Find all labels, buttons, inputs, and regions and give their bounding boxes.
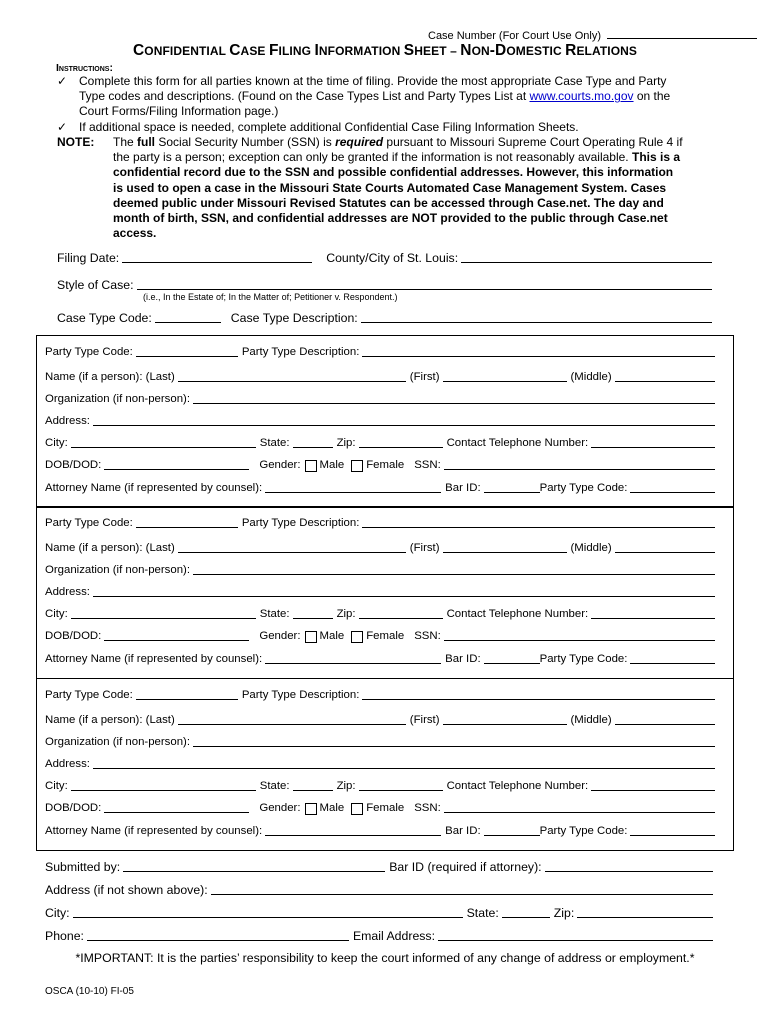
note-label: NOTE: — [57, 135, 95, 149]
party-name-row: Name (if a person): (Last) (First) (Middle) — [45, 712, 715, 727]
style-of-case-row: Style of Case: — [57, 277, 712, 292]
check-icon: ✓ — [57, 119, 68, 134]
party-type-description-input[interactable] — [362, 344, 715, 357]
party-type-code-input[interactable] — [136, 515, 238, 528]
address-row: Address: — [45, 413, 715, 428]
dob-row: DOB/DOD: Gender: Male Female SSN: — [45, 800, 715, 815]
party-type-description-input[interactable] — [362, 687, 715, 700]
style-hint: (i.e., In the Estate of; In the Matter of; Petitioner v. Respondent.) — [143, 292, 398, 302]
submitter-state-input[interactable] — [502, 905, 550, 918]
middle-name-input[interactable] — [615, 369, 715, 382]
submitter-zip-input[interactable] — [577, 905, 713, 918]
attorney-name-input[interactable] — [265, 823, 441, 836]
ssn-input[interactable] — [444, 628, 715, 641]
party-type-description-input[interactable] — [362, 515, 715, 528]
middle-name-input[interactable] — [615, 540, 715, 553]
attorney-party-type-code-input[interactable] — [630, 480, 715, 493]
city-row: City: State: Zip: Contact Telephone Number: — [45, 778, 715, 793]
address-row: Address: — [45, 584, 715, 599]
attorney-party-type-code-input[interactable] — [630, 651, 715, 664]
case-number-field — [428, 26, 757, 42]
page-title: CONFIDENTIAL CASE FILING INFORMATION SHEET – NON-DOMESTIC RELATIONS — [132, 42, 638, 59]
case-number-input[interactable] — [607, 26, 757, 39]
zip-input[interactable] — [359, 778, 443, 791]
zip-input[interactable] — [359, 435, 443, 448]
party-type-row: Party Type Code: Party Type Description: — [45, 515, 715, 530]
submitted-by-row: Submitted by: Bar ID (required if attorney): — [45, 859, 713, 874]
ssn-input[interactable] — [444, 800, 715, 813]
submitter-phone-input[interactable] — [87, 928, 349, 941]
male-checkbox[interactable] — [305, 631, 317, 643]
male-checkbox[interactable] — [305, 460, 317, 472]
female-checkbox[interactable] — [351, 460, 363, 472]
attorney-party-type-code-input[interactable] — [630, 823, 715, 836]
state-input[interactable] — [293, 606, 333, 619]
state-input[interactable] — [293, 778, 333, 791]
ssn-input[interactable] — [444, 457, 715, 470]
party-type-code-input[interactable] — [136, 687, 238, 700]
party-section-2 — [36, 506, 734, 679]
submitter-bar-id-input[interactable] — [545, 859, 713, 872]
organization-input[interactable] — [193, 391, 715, 404]
phone-input[interactable] — [591, 606, 715, 619]
city-row: City: State: Zip: Contact Telephone Number: — [45, 606, 715, 621]
city-input[interactable] — [71, 435, 256, 448]
submitter-email-input[interactable] — [438, 928, 713, 941]
city-input[interactable] — [71, 606, 256, 619]
party-name-row: Name (if a person): (Last) (First) (Middle) — [45, 540, 715, 555]
address-input[interactable] — [93, 756, 715, 769]
attorney-row: Attorney Name (if represented by counsel): Bar ID: Party Type Code: — [45, 823, 715, 838]
organization-input[interactable] — [193, 734, 715, 747]
note-text: The full Social Security Number (SSN) is required pursuant to Missouri Supreme Court Operating Rule 4 if the party is a person; exception can only be granted if the information is not reasonably available. This is a confidential record due to the SSN and possible confidential addresses. However, this information is used to open a case in the Missouri State Courts Automated Case Management System. Cases deemed public under Missouri Revised Statutes can be accessed through Case.net. The day and month of birth, SSN, and confidential addresses are NOT provided to the public through Case.net access. — [113, 135, 683, 241]
address-row: Address: — [45, 756, 715, 771]
party-name-row: Name (if a person): (Last) (First) (Middle) — [45, 369, 715, 384]
submitter-city-row: City: State: Zip: — [45, 905, 713, 920]
dob-row: DOB/DOD: Gender: Male Female SSN: — [45, 457, 715, 472]
last-name-input[interactable] — [178, 540, 406, 553]
first-name-input[interactable] — [443, 540, 567, 553]
attorney-row: Attorney Name (if represented by counsel): Bar ID: Party Type Code: — [45, 651, 715, 666]
organization-input[interactable] — [193, 562, 715, 575]
party-type-row: Party Type Code: Party Type Description: — [45, 687, 715, 702]
attorney-name-input[interactable] — [265, 651, 441, 664]
bar-id-input[interactable] — [484, 651, 540, 664]
case-type-code-input[interactable] — [155, 310, 221, 323]
organization-row: Organization (if non-person): — [45, 734, 715, 749]
case-type-description-input[interactable] — [361, 310, 712, 323]
instructions-heading: Instructions: — [56, 62, 113, 74]
bar-id-input[interactable] — [484, 480, 540, 493]
first-name-input[interactable] — [443, 369, 567, 382]
dob-input[interactable] — [104, 457, 249, 470]
organization-row: Organization (if non-person): — [45, 391, 715, 406]
phone-input[interactable] — [591, 435, 715, 448]
filing-date-row: Filing Date: County/City of St. Louis: — [57, 250, 712, 265]
male-checkbox[interactable] — [305, 803, 317, 815]
phone-input[interactable] — [591, 778, 715, 791]
case-number-label: Case Number (For Court Use Only) — [428, 30, 601, 42]
dob-input[interactable] — [104, 800, 249, 813]
address-input[interactable] — [93, 584, 715, 597]
party-type-code-input[interactable] — [136, 344, 238, 357]
important-notice: *IMPORTANT: It is the parties’ responsibility to keep the court informed of any change of address or employment.* — [75, 951, 695, 965]
style-of-case-input[interactable] — [137, 277, 712, 290]
bar-id-input[interactable] — [484, 823, 540, 836]
address-input[interactable] — [93, 413, 715, 426]
attorney-name-input[interactable] — [265, 480, 441, 493]
party-type-row: Party Type Code: Party Type Description: — [45, 344, 715, 359]
case-type-row: Case Type Code: Case Type Description: — [57, 310, 712, 325]
submitter-city-input[interactable] — [73, 905, 463, 918]
organization-row: Organization (if non-person): — [45, 562, 715, 577]
female-checkbox[interactable] — [351, 631, 363, 643]
attorney-row: Attorney Name (if represented by counsel): Bar ID: Party Type Code: — [45, 480, 715, 495]
female-checkbox[interactable] — [351, 803, 363, 815]
zip-input[interactable] — [359, 606, 443, 619]
courts-link[interactable]: www.courts.mo.gov — [529, 89, 634, 104]
city-input[interactable] — [71, 778, 256, 791]
submitter-address-input[interactable] — [211, 882, 713, 895]
county-input[interactable] — [461, 250, 712, 263]
city-row: City: State: Zip: Contact Telephone Number: — [45, 435, 715, 450]
dob-input[interactable] — [104, 628, 249, 641]
submitter-address-row: Address (if not shown above): — [45, 882, 713, 897]
first-name-input[interactable] — [443, 712, 567, 725]
middle-name-input[interactable] — [615, 712, 715, 725]
dob-row: DOB/DOD: Gender: Male Female SSN: — [45, 628, 715, 643]
last-name-input[interactable] — [178, 712, 406, 725]
party-section-3 — [36, 678, 734, 851]
party-section-1 — [36, 335, 734, 508]
form-id: OSCA (10-10) FI-05 — [45, 986, 134, 997]
state-input[interactable] — [293, 435, 333, 448]
instructions-block: ✓ Complete this form for all parties known at the time of filing. Provide the most appropriate Case Type and Party Type codes and descriptions. (Found on the Case Types List and Party Types List at www.courts.mo.gov on the Court Forms/Filing Information page.) ✓ If additional space is needed, complete additional Confidential Case Filing Information Sheets. — [57, 74, 671, 134]
last-name-input[interactable] — [178, 369, 406, 382]
submitted-by-input[interactable] — [123, 859, 385, 872]
check-icon: ✓ — [57, 74, 68, 88]
submitter-phone-row: Phone: Email Address: — [45, 928, 713, 943]
filing-date-input[interactable] — [122, 250, 312, 263]
